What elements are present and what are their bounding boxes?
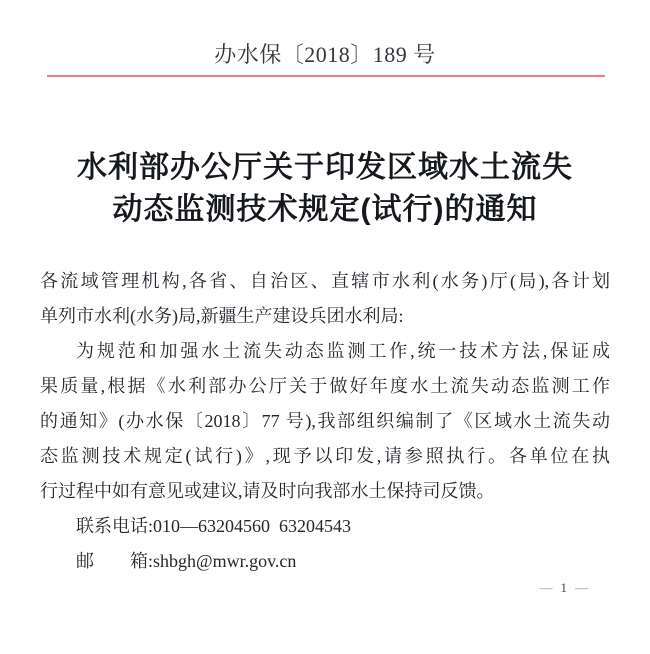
- recipients-line: 单列市水利(水务)局,新疆生产建设兵团水利局:: [40, 306, 404, 326]
- red-divider-line: [47, 75, 605, 77]
- page-number: [540, 580, 591, 596]
- doc-number: 办水保〔2018〕189 号: [214, 42, 436, 67]
- page-number-dash-left: —: [539, 580, 555, 595]
- document-title-line-2: 动态监测技术规定(试行)的通知: [112, 193, 538, 226]
- body-line: 的通知》(办水保〔2018〕77 号),我部组织编制了《区域水土流失动: [40, 411, 610, 431]
- page-number-dash-right: —: [575, 580, 590, 595]
- document-title-line-1: 水利部办公厅关于印发区域水土流失: [77, 151, 573, 184]
- page-number-value: 1: [560, 580, 569, 595]
- contact-email: 邮 箱:shbgh@mwr.gov.cn: [76, 551, 297, 571]
- recipients-line: 各流域管理机构,各省、自治区、直辖市水利(水务)厅(局),各计划: [40, 271, 610, 291]
- document-title: [0, 147, 650, 231]
- contact-phone: 联系电话:010—63204560 63204543: [76, 516, 352, 536]
- body-line: 行过程中如有意见或建议,请及时向我部水土保持司反馈。: [40, 481, 495, 501]
- body-line: 为规范和加强水土流失动态监测工作,统一技术方法,保证成: [76, 341, 610, 361]
- body-line: 果质量,根据《水利部办公厅关于做好年度水土流失动态监测工作: [40, 376, 610, 396]
- body-line: 态监测技术规定(试行)》,现予以印发,请参照执行。各单位在执: [40, 446, 610, 466]
- document-body: [40, 264, 610, 579]
